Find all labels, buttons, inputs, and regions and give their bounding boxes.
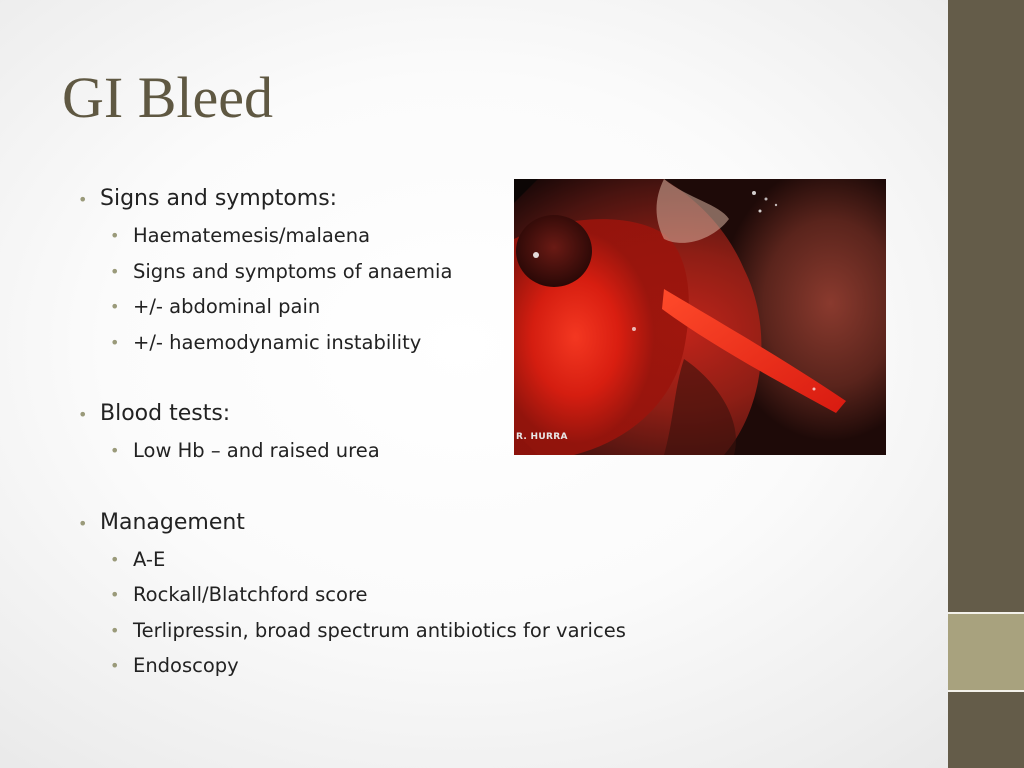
bullet-heading: Management xyxy=(100,509,245,535)
sub-bullet-item xyxy=(78,542,698,578)
bullet-dot-icon: • xyxy=(78,190,88,209)
bullet-dot-icon: • xyxy=(110,441,120,460)
bullet-dot-icon: • xyxy=(110,261,120,281)
section-spacer xyxy=(78,469,698,504)
endoscopy-photo xyxy=(514,179,886,455)
bullet-heading: Signs and symptoms: xyxy=(100,186,338,211)
sub-bullet-text: +/- haemodynamic instability xyxy=(133,330,422,354)
bullet-dot-icon: • xyxy=(110,585,120,604)
bullet-dot-icon: • xyxy=(78,513,88,533)
sub-bullet-text: Endoscopy xyxy=(133,654,239,677)
bullet-heading: Blood tests: xyxy=(100,401,231,426)
side-decor-accent xyxy=(948,614,1024,690)
sub-bullet-item xyxy=(78,613,698,649)
sub-bullet-item xyxy=(78,577,698,613)
bullet-item xyxy=(78,504,698,542)
sub-bullet-text: Rockall/Blatchford score xyxy=(133,583,368,606)
bullet-dot-icon: • xyxy=(110,656,120,675)
sub-bullet-item xyxy=(78,648,698,684)
sub-bullet-text: A-E xyxy=(133,547,166,571)
bullet-dot-icon: • xyxy=(110,332,120,352)
sub-bullet-text: Terlipressin, broad spectrum antibiotics for varices xyxy=(133,618,626,642)
side-decor-divider xyxy=(948,612,1024,614)
image-watermark: R. HURRA xyxy=(516,432,568,442)
side-decor-divider xyxy=(948,690,1024,692)
bullet-dot-icon: • xyxy=(110,297,120,316)
bullet-dot-icon: • xyxy=(110,226,120,245)
bullet-dot-icon: • xyxy=(110,620,120,640)
slide-title: GI Bleed xyxy=(62,65,273,130)
sub-bullet-text: Haematemesis/malaena xyxy=(133,224,371,247)
sub-bullet-text: +/- abdominal pain xyxy=(133,295,321,318)
bullet-dot-icon: • xyxy=(110,549,120,569)
sub-bullet-text: Signs and symptoms of anaemia xyxy=(133,259,453,283)
sub-bullet-text: Low Hb – and raised urea xyxy=(133,439,380,462)
bullet-dot-icon: • xyxy=(78,405,88,424)
endoscopy-image-graphic xyxy=(514,179,886,455)
